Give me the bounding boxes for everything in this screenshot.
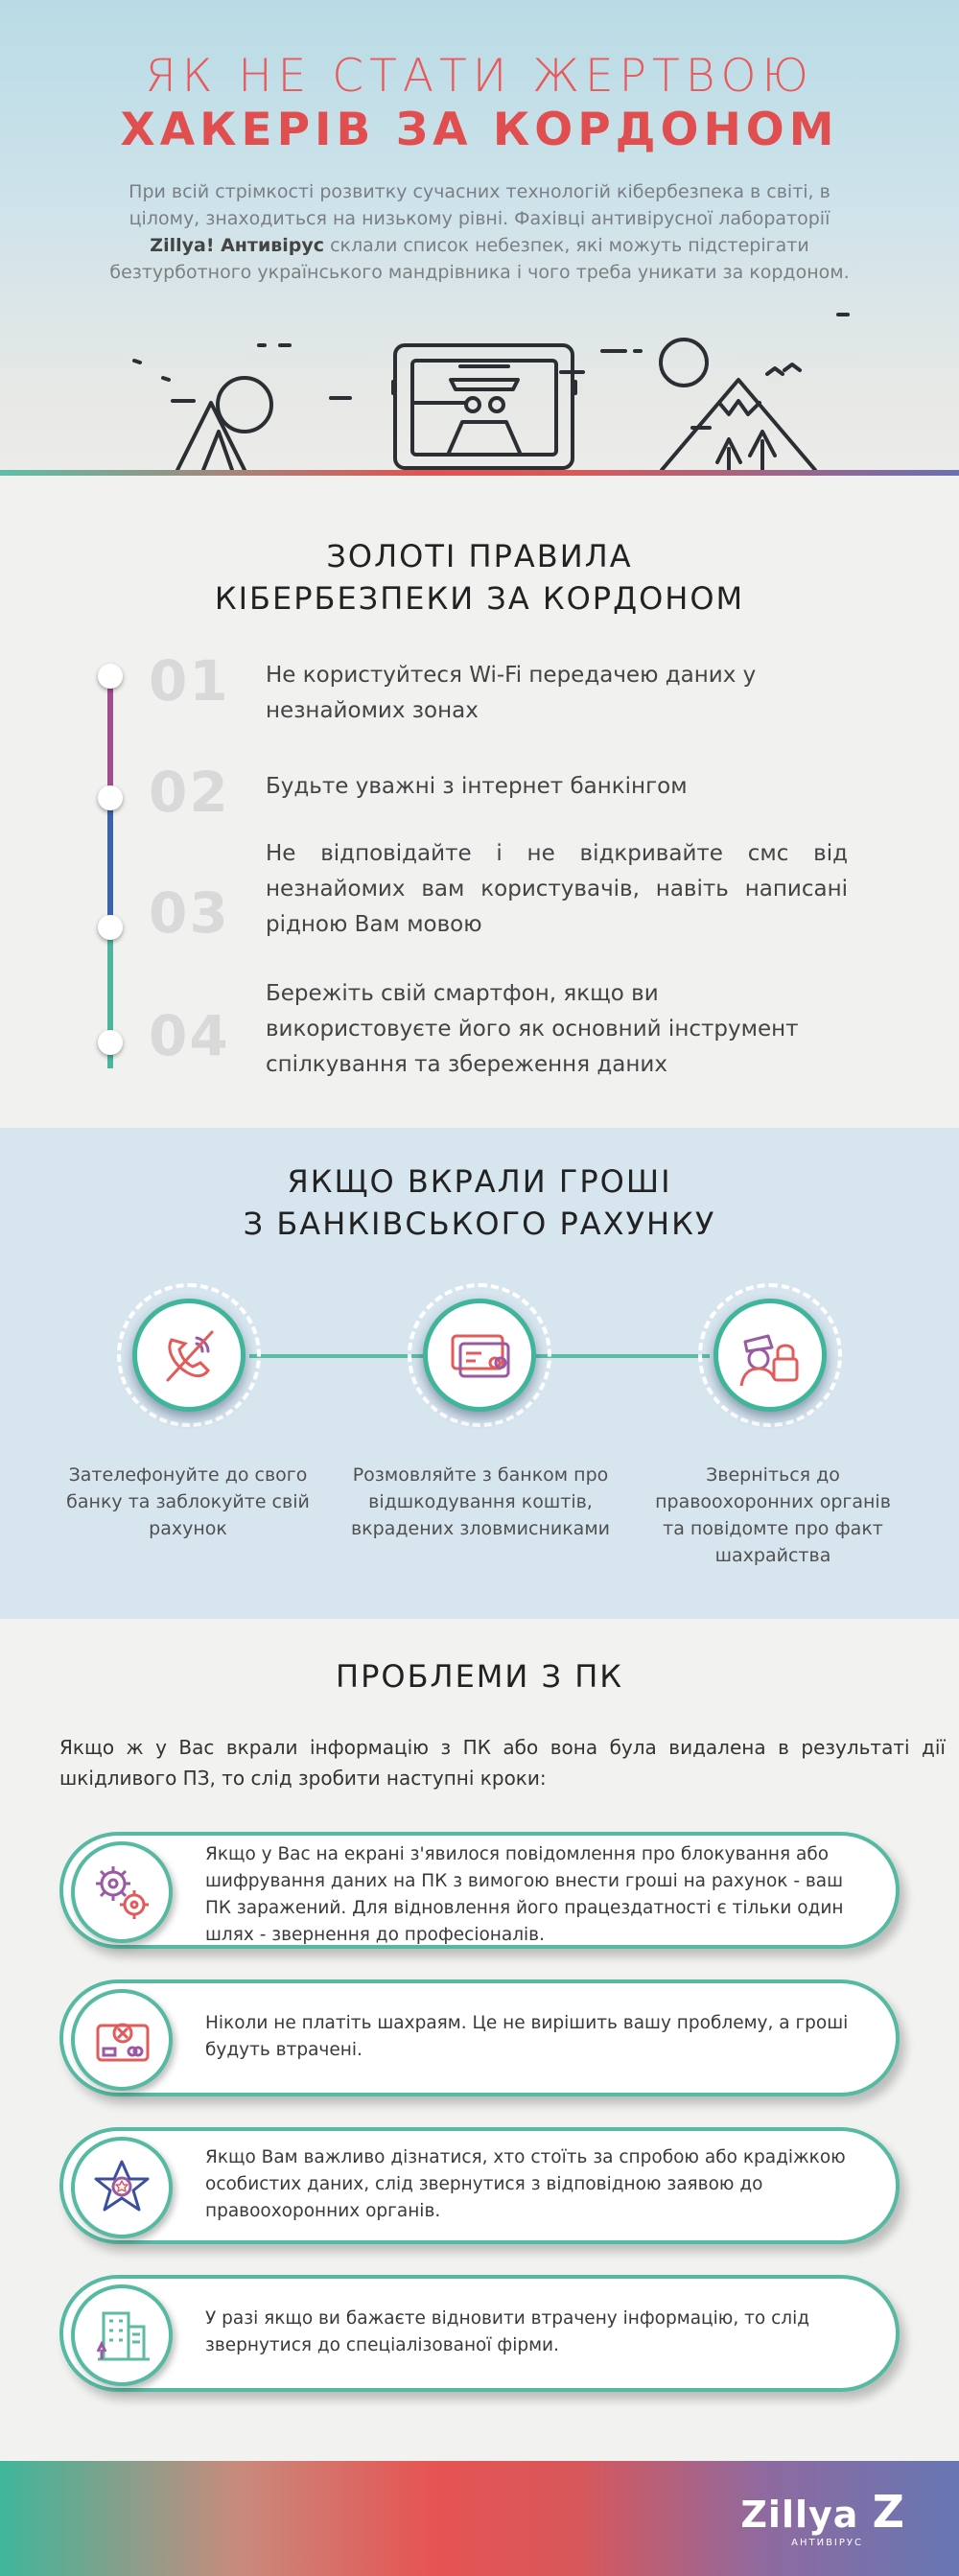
intro-part1: При всій стрімкості розвитку сучасних технологій кібербезпека в світі, в цілому, знаходиться на низькому рівні. Фахівці антивірусної лабораторії	[129, 181, 830, 229]
footer	[0, 2461, 959, 2576]
golden-rules-section	[0, 476, 959, 1128]
pc-card	[59, 2275, 900, 2392]
rule-number: 04	[149, 1003, 230, 1068]
timeline-dot	[98, 1030, 123, 1055]
zillya-logo	[740, 2486, 905, 2538]
rule-number: 01	[149, 648, 230, 714]
step-circle	[117, 1283, 261, 1427]
rule-number: 03	[149, 880, 230, 946]
money-stolen-section	[0, 1128, 959, 1619]
laptop-spy-icon	[393, 345, 575, 470]
logo-z-icon: Z	[872, 2486, 905, 2538]
sheriff-star-icon	[75, 2141, 169, 2235]
step-caption: Зверніться до правоохоронних органів та повідомте про факт шахрайства	[655, 1464, 891, 1566]
pc-intro: Якщо ж у Вас вкрали інформацію з ПК або вона була видалена в результаті дії шкідливого ПЗ, то слід зробити наступні кроки:	[59, 1736, 946, 1790]
rule-text: Бережіть свій смартфон, якщо ви використовуєте його як основний інструмент спілкування та збереження даних	[266, 981, 799, 1077]
rule-text: Не відповідайте і не відкривайте смс від незнайомих вам користувачів, навіть написані рідною Вам мовою	[266, 841, 848, 937]
logo-text: Zillya	[740, 2494, 859, 2536]
gears-icon	[75, 1845, 169, 1939]
title-line1: ЯК НЕ СТАТИ ЖЕРТВОЮ	[145, 50, 814, 103]
timeline-dot	[98, 915, 123, 940]
golden-rules-title-2: КІБЕРБЕЗПЕКИ ЗА КОРДОНОМ	[214, 580, 745, 617]
intro-text	[96, 178, 863, 286]
logo-subtitle: АНТИВІРУС	[791, 2538, 863, 2548]
brand-name: Zillya! Антивірус	[150, 235, 325, 256]
police-lock-icon	[718, 1303, 822, 1407]
golden-rules-title-1: ЗОЛОТІ ПРАВИЛА	[326, 538, 633, 574]
pc-card	[59, 2127, 900, 2244]
step-caption: Зателефонуйте до свого банку та заблокуйте свій рахунок	[66, 1464, 310, 1539]
timeline-dot	[98, 785, 123, 810]
timeline-segment-1	[107, 675, 113, 798]
phone-icon	[137, 1303, 241, 1407]
mountains-icon	[661, 340, 815, 470]
pc-problems-section	[0, 1619, 959, 2461]
no-pay-card-icon	[75, 1993, 169, 2087]
rule-number: 02	[149, 760, 230, 825]
rule-text: Будьте уважні з інтернет банкінгом	[266, 774, 688, 799]
pc-card-text: У разі якщо ви бажаєте відновити втрачену інформацію, то слід звернутися до спеціалізованої фірми.	[205, 2308, 809, 2355]
pc-card-text: Якщо Вам важливо дізнатися, хто стоїть за спробою або крадіжкою особистих даних, слід звернутися з відповідною заявою до правоохоронних органів.	[205, 2147, 846, 2221]
money-title-2: З БАНКІВСЬКОГО РАХУНКУ	[243, 1206, 716, 1242]
header-illustration	[0, 288, 959, 470]
pc-card	[59, 1832, 900, 1949]
step-caption: Розмовляйте з банком про відшкодування коштів, вкрадених зловмисниками	[350, 1464, 611, 1539]
header	[0, 0, 959, 476]
rule-text: Не користуйтеся Wi-Fi передачею даних у незнайомих зонах	[266, 663, 757, 723]
step-circle	[408, 1283, 551, 1427]
intro-part2: склали список небезпек, які можуть підстерігати безтурботного українського мандрівника і чого треба уникати за кордоном.	[109, 235, 850, 283]
title-line2: ХАКЕРІВ ЗА КОРДОНОМ	[120, 104, 839, 156]
tent-icon	[173, 378, 271, 470]
money-title-1: ЯКЩО ВКРАЛИ ГРОШІ	[287, 1163, 672, 1200]
pc-card	[59, 1979, 900, 2096]
pc-card-text: Якщо у Вас на екрані з'явилося повідомлення про блокування або шифрування даних на ПК з вимогою внести гроші на рахунок - ваш ПК заражений. Для відновлення його працездатності є тільки один шлях - звернення до професіоналів.	[205, 1844, 844, 1945]
timeline-dot	[98, 664, 123, 689]
building-icon	[75, 2288, 169, 2382]
pc-card-text: Ніколи не платіть шахраям. Це не вирішить вашу проблему, а гроші будуть втрачені.	[205, 2013, 849, 2060]
step-circle	[698, 1283, 842, 1427]
card-icon	[428, 1303, 531, 1407]
timeline-segment-2	[107, 798, 113, 934]
pc-title: ПРОБЛЕМИ З ПК	[336, 1658, 623, 1695]
